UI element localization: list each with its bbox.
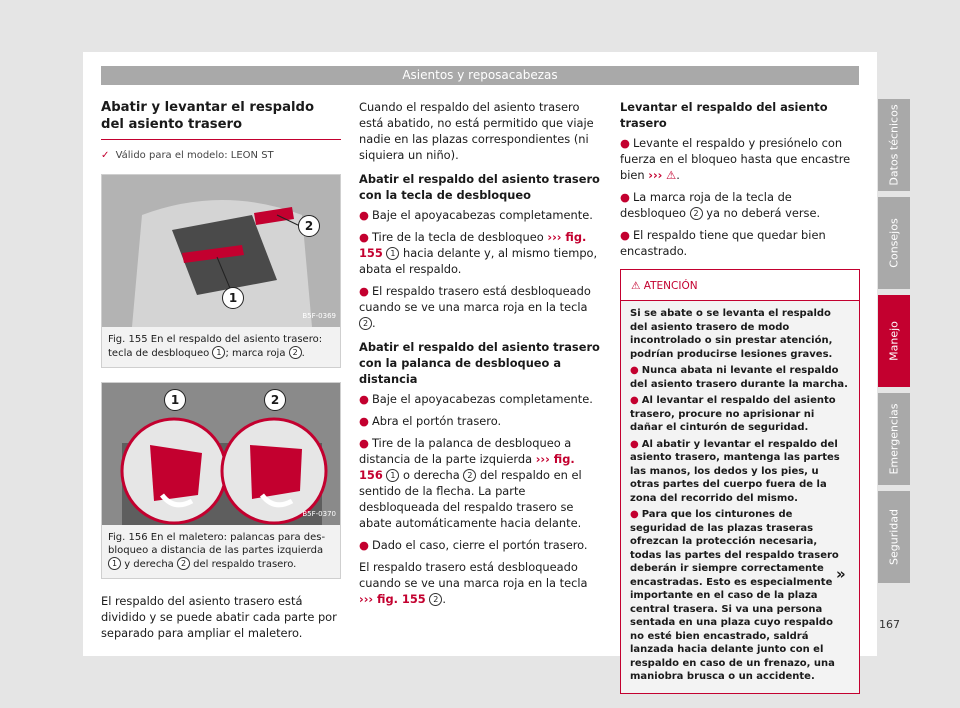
caption-text-a: En el maletero: palancas para desbloqueo a distancia de las partes izquierda [108,532,326,556]
trunk-levers-illustration [102,383,340,525]
caption-text-b: y derecha [124,559,174,570]
paragraph: El respaldo trasero está desbloqueado cuando se ve una marca roja en la tecla ››› fig. 155 2 . [359,560,588,606]
caption-text-c: . [301,348,305,359]
list-item: ● La marca roja de la tecla de desbloqueo 2 ya no deberá verse. [620,190,821,220]
section-title: Abatir y levantar el respaldo del asiento trasero [101,100,315,132]
bullet-icon: ● [359,414,369,428]
callout-2: 2 [264,389,286,411]
ref-marker-1: 1 [386,247,399,260]
figure-link[interactable]: ››› fig. 155 [359,230,587,260]
bullet-icon: ● [630,365,639,376]
bullet-icon: ● [630,509,639,520]
bullet-icon: ● [620,190,630,204]
list-item: ● El respaldo tiene que quedar bien encastrado. [620,228,826,258]
list-item: ● El respaldo trasero está desbloqueado cuando se ve una marca roja en la tecla 2 . [359,284,591,330]
validity-note [101,148,341,164]
list-item: ● Levante el respaldo y presiónelo con fuerza en el bloqueo hasta que encastre bien ››› ⚠. [620,136,851,182]
list-item: ● Dado el caso, cierre el portón trasero. [359,538,588,552]
figure-code: B5F-0370 [302,510,336,518]
ref-marker-2: 2 [359,317,372,330]
column-left [101,99,341,647]
page-number: 167 [879,618,900,631]
side-tab-manejo[interactable]: Manejo [878,295,910,387]
figure-link[interactable]: ››› fig. 155 [359,592,426,606]
ref-marker-2: 2 [289,346,302,359]
list-item: ● Tire de la palanca de desbloqueo a distancia de la parte izquierda ››› fig. 156 1 o derecha 2 del respaldo en el sentido de la flecha. La parte desbloqueada del respaldo trasero se abate automáticamente hacia delante. [359,436,582,530]
callout-2: 2 [298,215,320,237]
callout-1: 1 [222,287,244,309]
warning-body [621,301,859,693]
list-item: ● Tire de la tecla de desbloqueo ››› fig. 155 1 hacia delante y, al mismo tiempo, abata el respaldo. [359,230,598,276]
running-header: Asientos y reposacabezas [101,66,859,85]
bullet-icon: ● [630,395,639,406]
bullet-icon: ● [359,392,369,406]
bullet-icon: ● [359,538,369,552]
subheading: Levantar el respaldo del asiento trasero [620,100,828,130]
title-rule [101,139,341,140]
paragraph: Cuando el respaldo del asiento trasero está abatido, no está permitido que viaje nadie en las plazas correspondientes (ni siquiera un niño). [359,100,594,162]
bullet-icon: ● [359,208,369,222]
check-icon: ✓ [101,150,110,161]
list-item: ● Baje el apoyacabezas completamente. [359,392,593,406]
warning-header [621,270,859,301]
figure-156 [101,382,341,579]
caption-label: Fig. 156 [108,532,148,543]
caption-text-b: ; marca roja [225,348,286,359]
bullet-icon: ● [359,230,369,244]
ref-marker-2: 2 [177,557,190,570]
warning-item: ● Nunca abata ni levante el respaldo del asiento trasero durante la marcha. [630,365,848,390]
warning-item: ● Para que los cinturones de seguridad de las plazas traseras ofrezcan la protección necesaria, todas las partes del respaldo trasero deberán ir siempre correctamente encastradas. Esto es especialmente importante en el caso de la plaza central trasera. Si va una persona sentada en una plaza cuyo respaldo no esté bien encastrado, saldrá lanzada hacia delante junto con el respaldo en caso de un frenazo, una maniobra brusca o un accidente. [630,509,839,682]
ref-marker-2: 2 [690,207,703,220]
ref-marker-2: 2 [429,593,442,606]
ref-marker-1: 1 [386,469,399,482]
warning-intro: Si se abate o se levanta el respaldo del asiento trasero de modo incontrolado o sin prestar atención, podrían producirse lesiones graves. [630,308,833,360]
validity-text: Válido para el modelo: LEON ST [115,150,274,161]
bullet-icon: ● [620,136,630,150]
ref-marker-1: 1 [212,346,225,359]
warning-box [620,269,860,694]
figure-156-caption [102,525,340,578]
side-tab-emergencias[interactable]: Emergencias [878,393,910,485]
seat-backrest-illustration [102,175,340,327]
bullet-icon: ● [359,436,369,450]
warning-triangle-icon: ⚠ [665,168,677,182]
subheading: Abatir el respaldo del asiento trasero con la palanca de desbloqueo a distancia [359,340,600,386]
column-right [620,99,860,694]
ref-marker-2: 2 [463,469,476,482]
figure-code: B5F-0369 [302,312,336,320]
intro-paragraph: El respaldo del asiento trasero está dividido y se puede abatir cada parte por separado para ampliar el maletero. [101,594,337,640]
figure-155-image [102,175,340,327]
bullet-icon: ● [359,284,369,298]
side-tab-consejos[interactable]: Consejos [878,197,910,289]
figure-155-caption [102,327,340,367]
list-item: ● Abra el portón trasero. [359,414,502,428]
ref-marker-1: 1 [108,557,121,570]
figure-155 [101,174,341,368]
warning-item: ● Al abatir y levantar el respaldo del asiento trasero, mantenga las partes las manos, los dedos y los pies, u otras partes del cuerpo fuera de la zona del recorrido del mismo. [630,438,840,504]
list-item: ● Baje el apoyacabezas completamente. [359,208,593,222]
callout-1: 1 [164,389,186,411]
caption-label: Fig. 155 [108,334,148,345]
warning-title: ATENCIÓN [643,280,698,292]
caption-text-a: En el respaldo del asiento trasero: tecla de desbloqueo [108,334,323,359]
bullet-icon: ● [620,228,630,242]
warning-item: ● Al levantar el respaldo del asiento trasero, procure no aprisionar ni dañar el cinturón de seguridad. [630,395,836,433]
caption-text-c: del respaldo trasero. [193,559,297,570]
warning-link[interactable]: ››› [648,168,663,182]
figure-156-image [102,383,340,525]
figure-link[interactable]: ››› fig. 156 [359,452,575,482]
continue-marker: » [836,565,846,583]
side-tab-seguridad[interactable]: Seguridad [878,491,910,583]
side-tab-datos-tecnicos[interactable]: Datos técnicos [878,99,910,191]
bullet-icon: ● [630,438,639,450]
column-middle [359,99,602,613]
subheading: Abatir el respaldo del asiento trasero con la tecla de desbloqueo [359,172,600,202]
warning-triangle-icon: ⚠ [631,280,641,292]
